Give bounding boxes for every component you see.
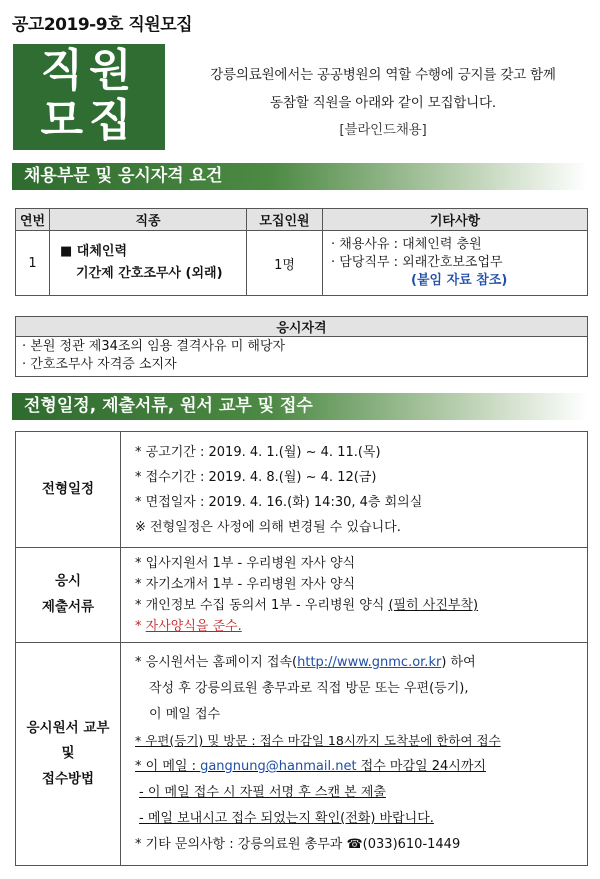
job-table bbox=[15, 208, 588, 296]
doc-privacy bbox=[135, 595, 587, 616]
etc-reason: · 채용사유 : 대체인력 충원 bbox=[331, 237, 482, 252]
col-etc: 기타사항 bbox=[323, 209, 588, 231]
logo-line-1: 직원 bbox=[40, 45, 138, 96]
app-homepage bbox=[135, 650, 587, 676]
application-content bbox=[121, 643, 588, 866]
documents-content bbox=[121, 548, 588, 643]
doc-photo-note: (필히 사진부착) bbox=[388, 598, 479, 613]
col-count: 모집인원 bbox=[247, 209, 323, 231]
app-email-accept: 이 메일 접수 bbox=[149, 707, 221, 722]
schedule-note: ※ 전형일정은 사정에 의해 변경될 수 있습니다. bbox=[135, 519, 401, 535]
documents-row bbox=[16, 548, 588, 643]
logo-line-2: 모집 bbox=[40, 95, 138, 146]
app-email-confirm: - 메일 보내시고 접수 되었는지 확인(전화) 바랍니다. bbox=[139, 811, 434, 826]
app-email-sign: - 이 메일 접수 시 자필 서명 후 스캔 본 제출 bbox=[139, 785, 386, 800]
application-table bbox=[15, 431, 588, 866]
documents-label-2: 제출서류 bbox=[41, 599, 95, 615]
app-homepage-tail: ) 하여 bbox=[441, 655, 476, 670]
app-email bbox=[135, 754, 587, 780]
application-row bbox=[16, 643, 588, 866]
schedule-receipt: * 접수기간 : 2019. 4. 8.(월) ~ 4. 12(금) bbox=[135, 469, 377, 485]
intro-blind: [블라인드채용] bbox=[339, 122, 427, 138]
col-no: 연번 bbox=[16, 209, 50, 231]
homepage-link[interactable]: http://www.gnmc.or.kr bbox=[297, 655, 442, 670]
doc-form-text: 자사양식을 준수. bbox=[145, 619, 242, 634]
intro-line-2: 동참할 직원을 아래와 같이 모집합니다. bbox=[270, 95, 496, 111]
email-link[interactable]: gangnung@hanmail.net bbox=[200, 759, 357, 774]
job-category: ■ 대체인력 bbox=[60, 244, 128, 259]
documents-label bbox=[16, 548, 121, 643]
row-etc bbox=[323, 231, 588, 296]
doc-form-note bbox=[135, 616, 587, 637]
etc-attachment: (붙임 자료 참조) bbox=[411, 273, 508, 288]
application-label-1: 응시원서 교부 bbox=[26, 719, 110, 736]
qualification-header: 응시자격 bbox=[16, 317, 588, 337]
app-homepage-text: * 응시원서는 홈페이지 접속( bbox=[135, 655, 298, 670]
application-label-3: 접수방법 bbox=[41, 770, 95, 787]
doc-self-intro: * 자기소개서 1부 - 우리병원 자사 양식 bbox=[135, 577, 356, 592]
schedule-label: 전형일정 bbox=[16, 432, 121, 548]
app-contact: * 기타 문의사항 : 강릉의료원 총무과 ☎(033)610-1449 bbox=[135, 837, 461, 852]
notice-title: 공고2019-9호 직원모집 bbox=[12, 15, 193, 35]
table-row bbox=[16, 231, 588, 296]
etc-duty: · 담당직무 : 외래간호보조업무 bbox=[331, 255, 503, 270]
qualification-table bbox=[15, 316, 588, 377]
schedule-interview: * 면접일자 : 2019. 4. 16.(화) 14:30, 4층 회의실 bbox=[135, 494, 423, 510]
application-label bbox=[16, 643, 121, 866]
section-heading-positions: 채용부문 및 응시자격 요건 bbox=[12, 163, 588, 190]
schedule-row bbox=[16, 432, 588, 548]
list-item: · 본원 정관 제34조의 임용 결격사유 미 해당자 bbox=[22, 339, 286, 354]
section-heading-schedule: 전형일정, 제출서류, 원서 교부 및 접수 bbox=[12, 393, 588, 420]
app-email-tail: 접수 마감일 24시까지 bbox=[356, 759, 486, 774]
schedule-announce: * 공고기간 : 2019. 4. 1.(월) ~ 4. 11.(목) bbox=[135, 444, 381, 460]
col-job: 직종 bbox=[50, 209, 247, 231]
doc-form-bullet: * bbox=[135, 619, 146, 634]
list-item: · 간호조무사 자격증 소지자 bbox=[22, 357, 177, 372]
doc-application: * 입사지원서 1부 - 우리병원 자사 양식 bbox=[135, 556, 356, 571]
intro-line-1: 강릉의료원에서는 공공병원의 역할 수행에 긍지를 갖고 함께 bbox=[210, 67, 556, 83]
app-email-text: * 이 메일 : bbox=[135, 759, 201, 774]
schedule-content bbox=[121, 432, 588, 548]
recruit-logo bbox=[13, 44, 165, 150]
application-label-2: 및 bbox=[61, 745, 75, 762]
qualification-items bbox=[16, 337, 588, 377]
row-no: 1 bbox=[16, 231, 50, 296]
row-job bbox=[50, 231, 247, 296]
job-title: 기간제 간호조무사 (외래) bbox=[76, 266, 223, 281]
app-visit: 작성 후 강릉의료원 총무과로 직접 방문 또는 우편(등기), bbox=[149, 681, 469, 696]
app-post-visit: * 우편(등기) 및 방문 : 접수 마감일 18시까지 도착분에 한하여 접수 bbox=[135, 733, 501, 748]
row-count: 1명 bbox=[247, 231, 323, 296]
documents-label-1: 응시 bbox=[54, 573, 82, 590]
job-table-header bbox=[16, 209, 588, 231]
doc-privacy-text: * 개인정보 수집 동의서 1부 - 우리병원 양식 bbox=[135, 598, 389, 613]
